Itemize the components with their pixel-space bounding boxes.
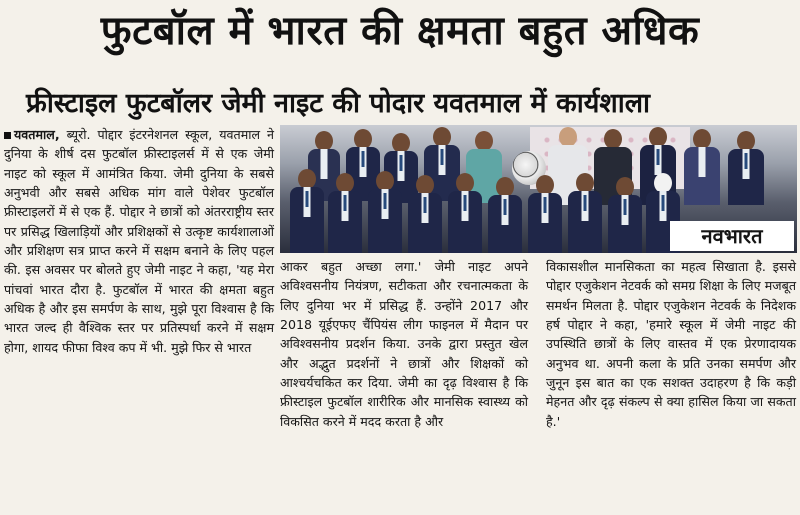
photo-person [608,177,642,253]
photo-person [684,129,720,205]
photo-person [368,171,402,253]
photo-person [408,175,442,253]
photo-person [328,173,362,253]
article-column-1 [4,125,274,357]
group-photo [280,125,797,253]
photo-person [448,173,482,253]
photo-person [488,177,522,253]
photo-person [568,173,602,253]
article-column-2: आकर बहुत अच्छा लगा.' जेमी नाइट अपने अविश्वसनीय नियंत्रण, सटीकता और रचनात्मकता के लिए दुनिया भर में प्रसिद्ध हैं. उन्होंने 2017 और 2018 यूईएफए चैंपियंस लीग फाइनल में मैदान पर अविश्वसनीय प्रदर्शन किया. उनके द्वारा प्रस्तुत खेल और अद्भुत प्रदर्शनों ने छात्रों और शिक्षकों को आश्चर्यचकित कर दिया. जेमी का दृढ़ विश्वास है कि फ्रीस्टाइल फुटबॉल शारीरिक और मानसिक स्वास्थ्य को विकसित करने में मदद करता है और [280,259,528,429]
photo-person [290,169,324,253]
photo-person [528,175,562,253]
newspaper-badge: नवभारत [670,221,794,251]
headline: फुटबॉल में भारत की क्षमता बहुत अधिक [100,8,700,54]
column-1-text: ब्यूरो. पोद्दार इंटरनेशनल स्कूल, यवतमाल ने दुनिया के शीर्ष दस फुटबॉल फ्रीस्टाइलर्स में से एक जेमी नाइट को स्कूल में आमंत्रित किया. जेमी दुनिया के सबसे अनुभवी और सबसे अधिक मांग वाले पेशेवर फुटबॉल फ्रीस्टाइलरों में से एक हैं. पोद्दार ने छात्रों को अंतरराष्ट्रीय स्तर पर प्रसिद्ध खिलाड़ियों और प्रशिक्षकों से उत्कृष्ट कार्यशालाओं और प्रशिक्षण सत्र प्राप्त करने में सक्षम बनाने के लिए पहल की. इस अवसर पर बोलते हुए जेमी नाइट ने कहा, 'यह मेरा पांचवां भारत दौरा है. फुटबॉल में भारत की क्षमता बहुत अधिक है और इस समर्पण के साथ, मुझे पूरा विश्वास है कि भारत जल्द ही वैश्विक स्तर पर प्रतिस्पर्धा करने में सक्षम होगा, शायद फीफा विश्व कप में भी. मुझे फिर से भारत [4,127,274,355]
subheadline: फ्रीस्टाइल फुटबॉलर जेमी नाइट की पोदार यवतमाल में कार्यशाला [26,88,651,119]
bullet-icon [4,132,11,139]
article-column-3: विकासशील मानसिकता का महत्व सिखाता है. इससे पोद्दार एजुकेशन नेटवर्क को समग्र शिक्षा के लिए मजबूत समर्थन मिलता है. पोद्दार एजुकेशन नेटवर्क के निदेशक हर्ष पोद्दार ने कहा, 'हमारे स्कूल में जेमी नाइट की उपस्थिति छात्रों के लिए वास्तव में एक प्रेरणादायक अनुभव था. अपनी कला के प्रति उनका समर्पण और जुनून इस बात का एक सशक्त उदाहरण है कि कड़ी मेहनत और दृढ़ संकल्प से क्या हासिल किया जा सकता है.' [546,259,796,429]
dateline: यवतमाल, [14,127,60,142]
photo-person [728,131,764,205]
